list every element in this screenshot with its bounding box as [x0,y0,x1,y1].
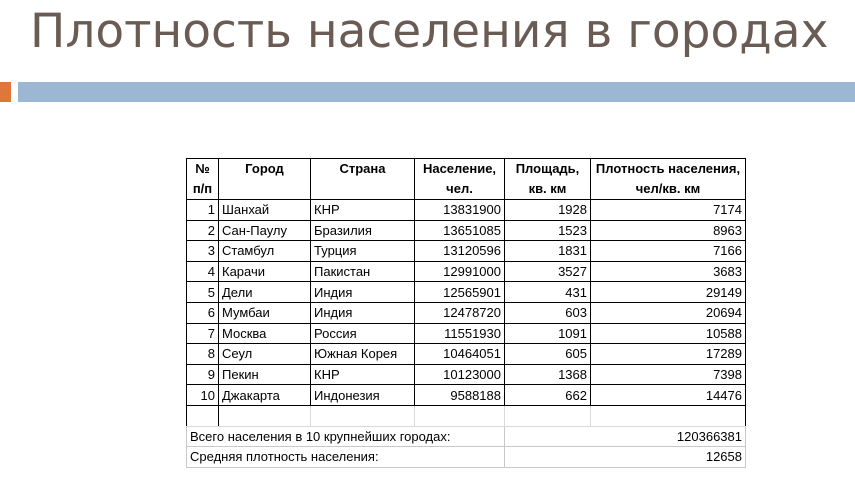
row-population: 13831900 [415,200,505,221]
row-density: 7174 [591,200,746,221]
row-density: 17289 [591,344,746,365]
row-number: 4 [187,261,219,282]
row-city: Дели [219,282,311,303]
row-number: 7 [187,323,219,344]
row-population: 10123000 [415,364,505,385]
row-country: Пакистан [311,261,415,282]
row-density: 10588 [591,323,746,344]
row-number: 6 [187,302,219,323]
row-city: Шанхай [219,200,311,221]
row-country: КНР [311,364,415,385]
row-population: 13120596 [415,241,505,262]
row-density: 8963 [591,220,746,241]
row-city: Джакарта [219,385,311,406]
row-city: Сан-Паулу [219,220,311,241]
row-area: 1523 [505,220,591,241]
row-city: Стамбул [219,241,311,262]
row-population: 13651085 [415,220,505,241]
row-country: Индия [311,282,415,303]
summary-total-row [187,426,746,447]
header-number [187,159,219,200]
header-country [311,159,415,200]
empty-cell [311,405,415,426]
row-number: 5 [187,282,219,303]
row-country: Россия [311,323,415,344]
row-number: 9 [187,364,219,385]
row-country: Индонезия [311,385,415,406]
row-city: Мумбаи [219,302,311,323]
row-number: 3 [187,241,219,262]
empty-cell [415,405,505,426]
row-density: 3683 [591,261,746,282]
empty-cell [505,405,591,426]
row-population: 11551930 [415,323,505,344]
header-area [505,159,591,200]
table-row [187,385,746,406]
row-country: Турция [311,241,415,262]
city-density-table [186,158,746,468]
row-country: КНР [311,200,415,221]
header-area-line2: кв. км [528,181,567,196]
table-row [187,344,746,365]
row-number: 8 [187,344,219,365]
row-city: Карачи [219,261,311,282]
table-row [187,282,746,303]
header-country-label: Страна [339,161,386,176]
row-area: 605 [505,344,591,365]
summary-total-label: Всего населения в 10 крупнейших городах: [187,426,505,447]
empty-spacer-row [187,405,746,426]
row-population: 12991000 [415,261,505,282]
row-area: 431 [505,282,591,303]
summary-average-row [187,447,746,468]
row-area: 662 [505,385,591,406]
row-population: 12478720 [415,302,505,323]
slide-title: Плотность населения в городах [30,4,829,59]
row-density: 7166 [591,241,746,262]
accent-square [0,82,11,102]
header-number-line2: п/п [192,181,213,196]
row-country: Индия [311,302,415,323]
table-row [187,302,746,323]
header-area-line1: Площадь, [515,161,580,176]
header-density [591,159,746,200]
table-row [187,220,746,241]
row-country: Бразилия [311,220,415,241]
table-header-row [187,159,746,200]
row-number: 1 [187,200,219,221]
row-density: 29149 [591,282,746,303]
row-density: 20694 [591,302,746,323]
row-city: Сеул [219,344,311,365]
row-area: 1091 [505,323,591,344]
row-city: Москва [219,323,311,344]
row-population: 12565901 [415,282,505,303]
row-number: 10 [187,385,219,406]
row-density: 7398 [591,364,746,385]
table-row [187,364,746,385]
row-population: 10464051 [415,344,505,365]
row-density: 14476 [591,385,746,406]
row-area: 1368 [505,364,591,385]
header-density-line2: чел/кв. км [635,181,701,196]
table-row [187,241,746,262]
table-row [187,323,746,344]
summary-average-value: 12658 [505,447,746,468]
table-row [187,200,746,221]
summary-total-value: 120366381 [505,426,746,447]
row-area: 1928 [505,200,591,221]
row-area: 1831 [505,241,591,262]
row-area: 3527 [505,261,591,282]
header-number-line1: № [195,161,210,176]
empty-cell [187,405,219,426]
table-row [187,261,746,282]
header-city [219,159,311,200]
empty-cell [591,405,746,426]
header-population-line1: Население, [422,161,497,176]
row-number: 2 [187,220,219,241]
row-area: 603 [505,302,591,323]
header-population [415,159,505,200]
empty-cell [219,405,311,426]
header-density-line1: Плотность населения, [595,161,741,176]
title-underline-bar [18,82,855,102]
row-city: Пекин [219,364,311,385]
header-population-line2: чел. [446,181,473,196]
summary-average-label: Средняя плотность населения: [187,447,505,468]
header-city-label: Город [245,161,284,176]
row-country: Южная Корея [311,344,415,365]
row-population: 9588188 [415,385,505,406]
